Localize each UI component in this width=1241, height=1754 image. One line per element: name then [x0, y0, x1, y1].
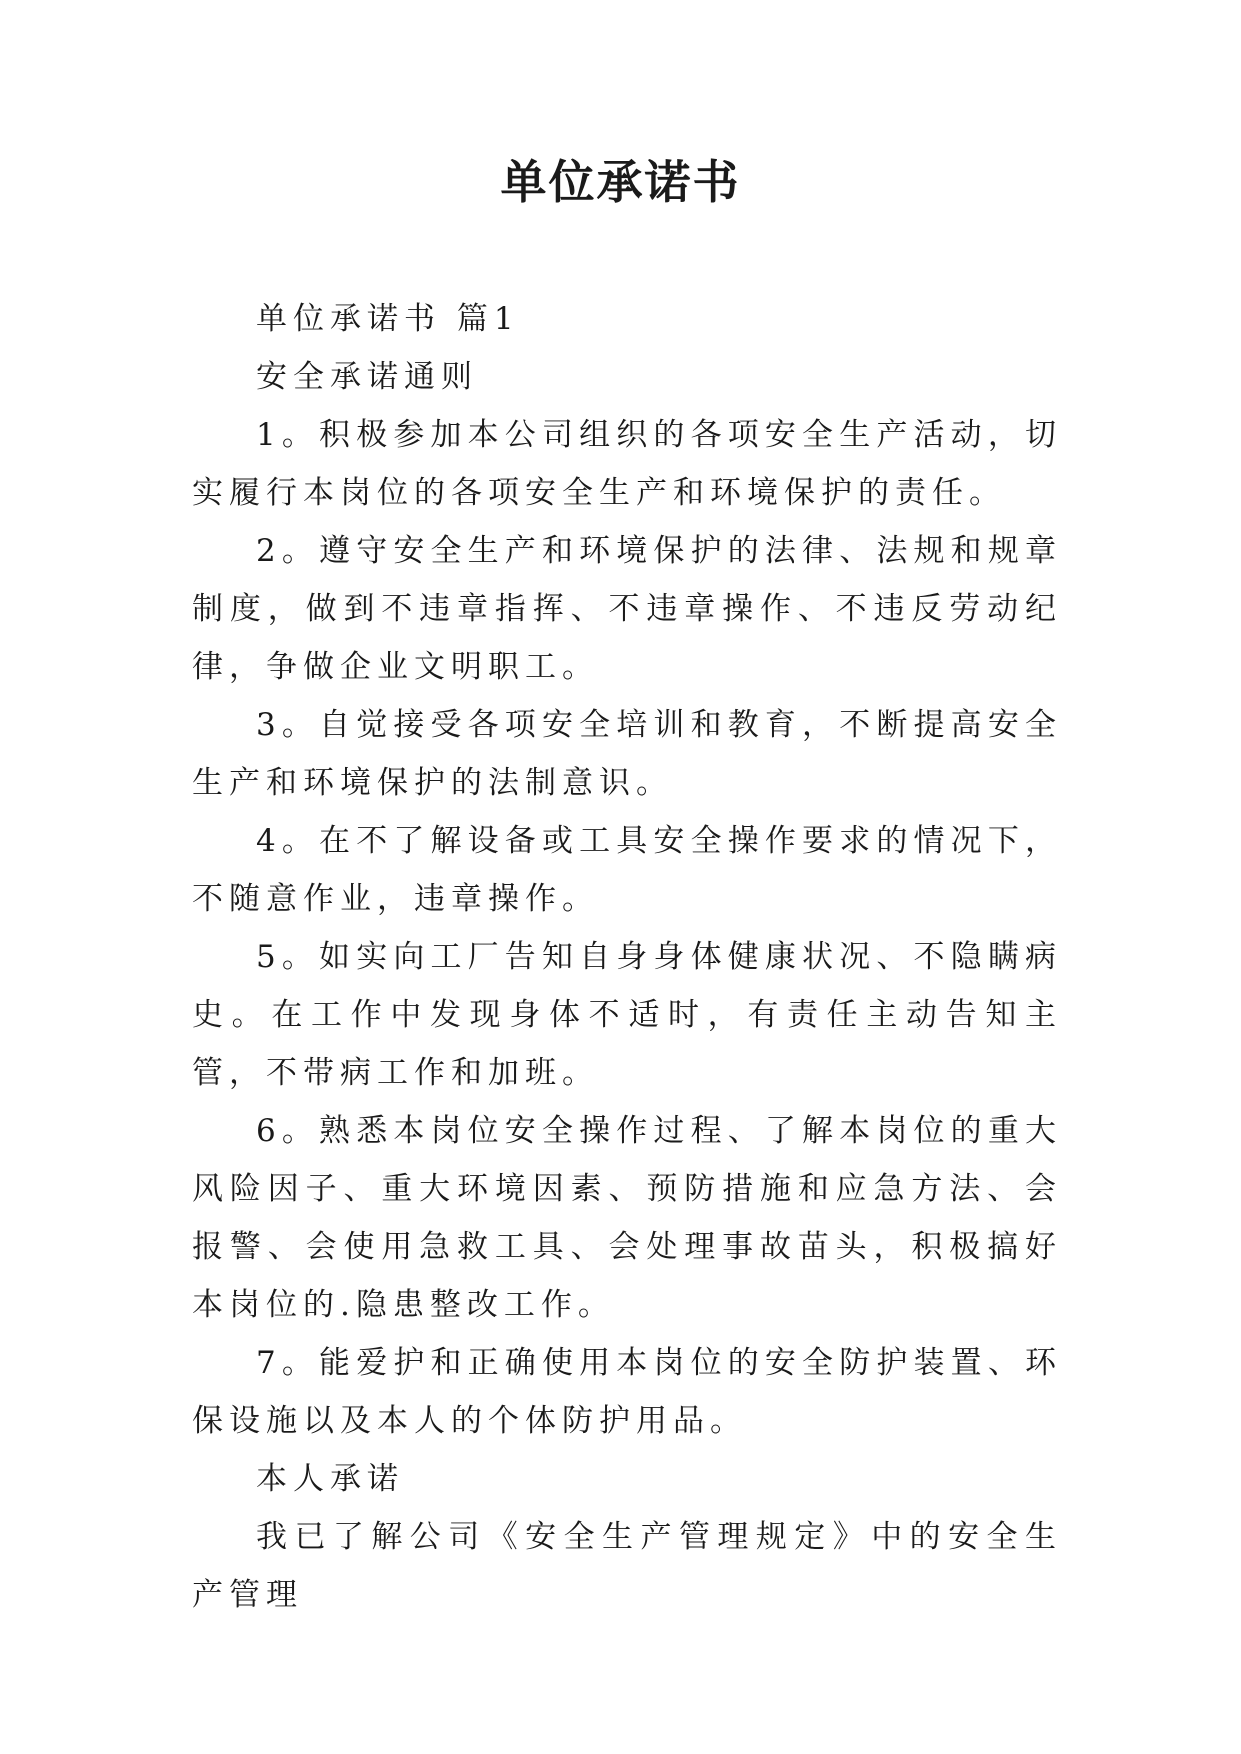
personal-pledge-heading: 本人承诺: [256, 1461, 404, 1497]
clause-5: 5。如实向工厂告知自身身体健康状况、不隐瞒病史。在工作中发现身体不适时，有责任主动告知主管，不带病工作和加班。: [192, 939, 1062, 1091]
clause-3: 3。自觉接受各项安全培训和教育，不断提高安全生产和环境保护的法制意识。: [192, 707, 1062, 801]
clause-4: 4。在不了解设备或工具安全操作要求的情况下，不随意作业，违章操作。: [192, 823, 1062, 917]
clause-7: 7。能爱护和正确使用本岗位的安全防护装置、环保设施以及本人的个体防护用品。: [192, 1345, 1062, 1439]
clause-6: 6。熟悉本岗位安全操作过程、了解本岗位的重大风险因子、重大环境因素、预防措施和应急方法、会报警、会使用急救工具、会处理事故苗头，积极搞好本岗位的.隐患整改工作。: [192, 1113, 1062, 1323]
document-body: [192, 290, 1062, 1624]
subsection-heading: 安全承诺通则: [256, 359, 478, 395]
section-heading: 单位承诺书 篇1: [256, 301, 520, 337]
personal-pledge-text: 我已了解公司《安全生产管理规定》中的安全生产管理: [192, 1519, 1062, 1613]
document-title: 单位承诺书: [500, 155, 741, 209]
clause-2: 2。遵守安全生产和环境保护的法律、法规和规章制度，做到不违章指挥、不违章操作、不违反劳动纪律，争做企业文明职工。: [192, 533, 1062, 685]
clause-1: 1。积极参加本公司组织的各项安全生产活动，切实履行本岗位的各项安全生产和环境保护的责任。: [192, 417, 1062, 511]
